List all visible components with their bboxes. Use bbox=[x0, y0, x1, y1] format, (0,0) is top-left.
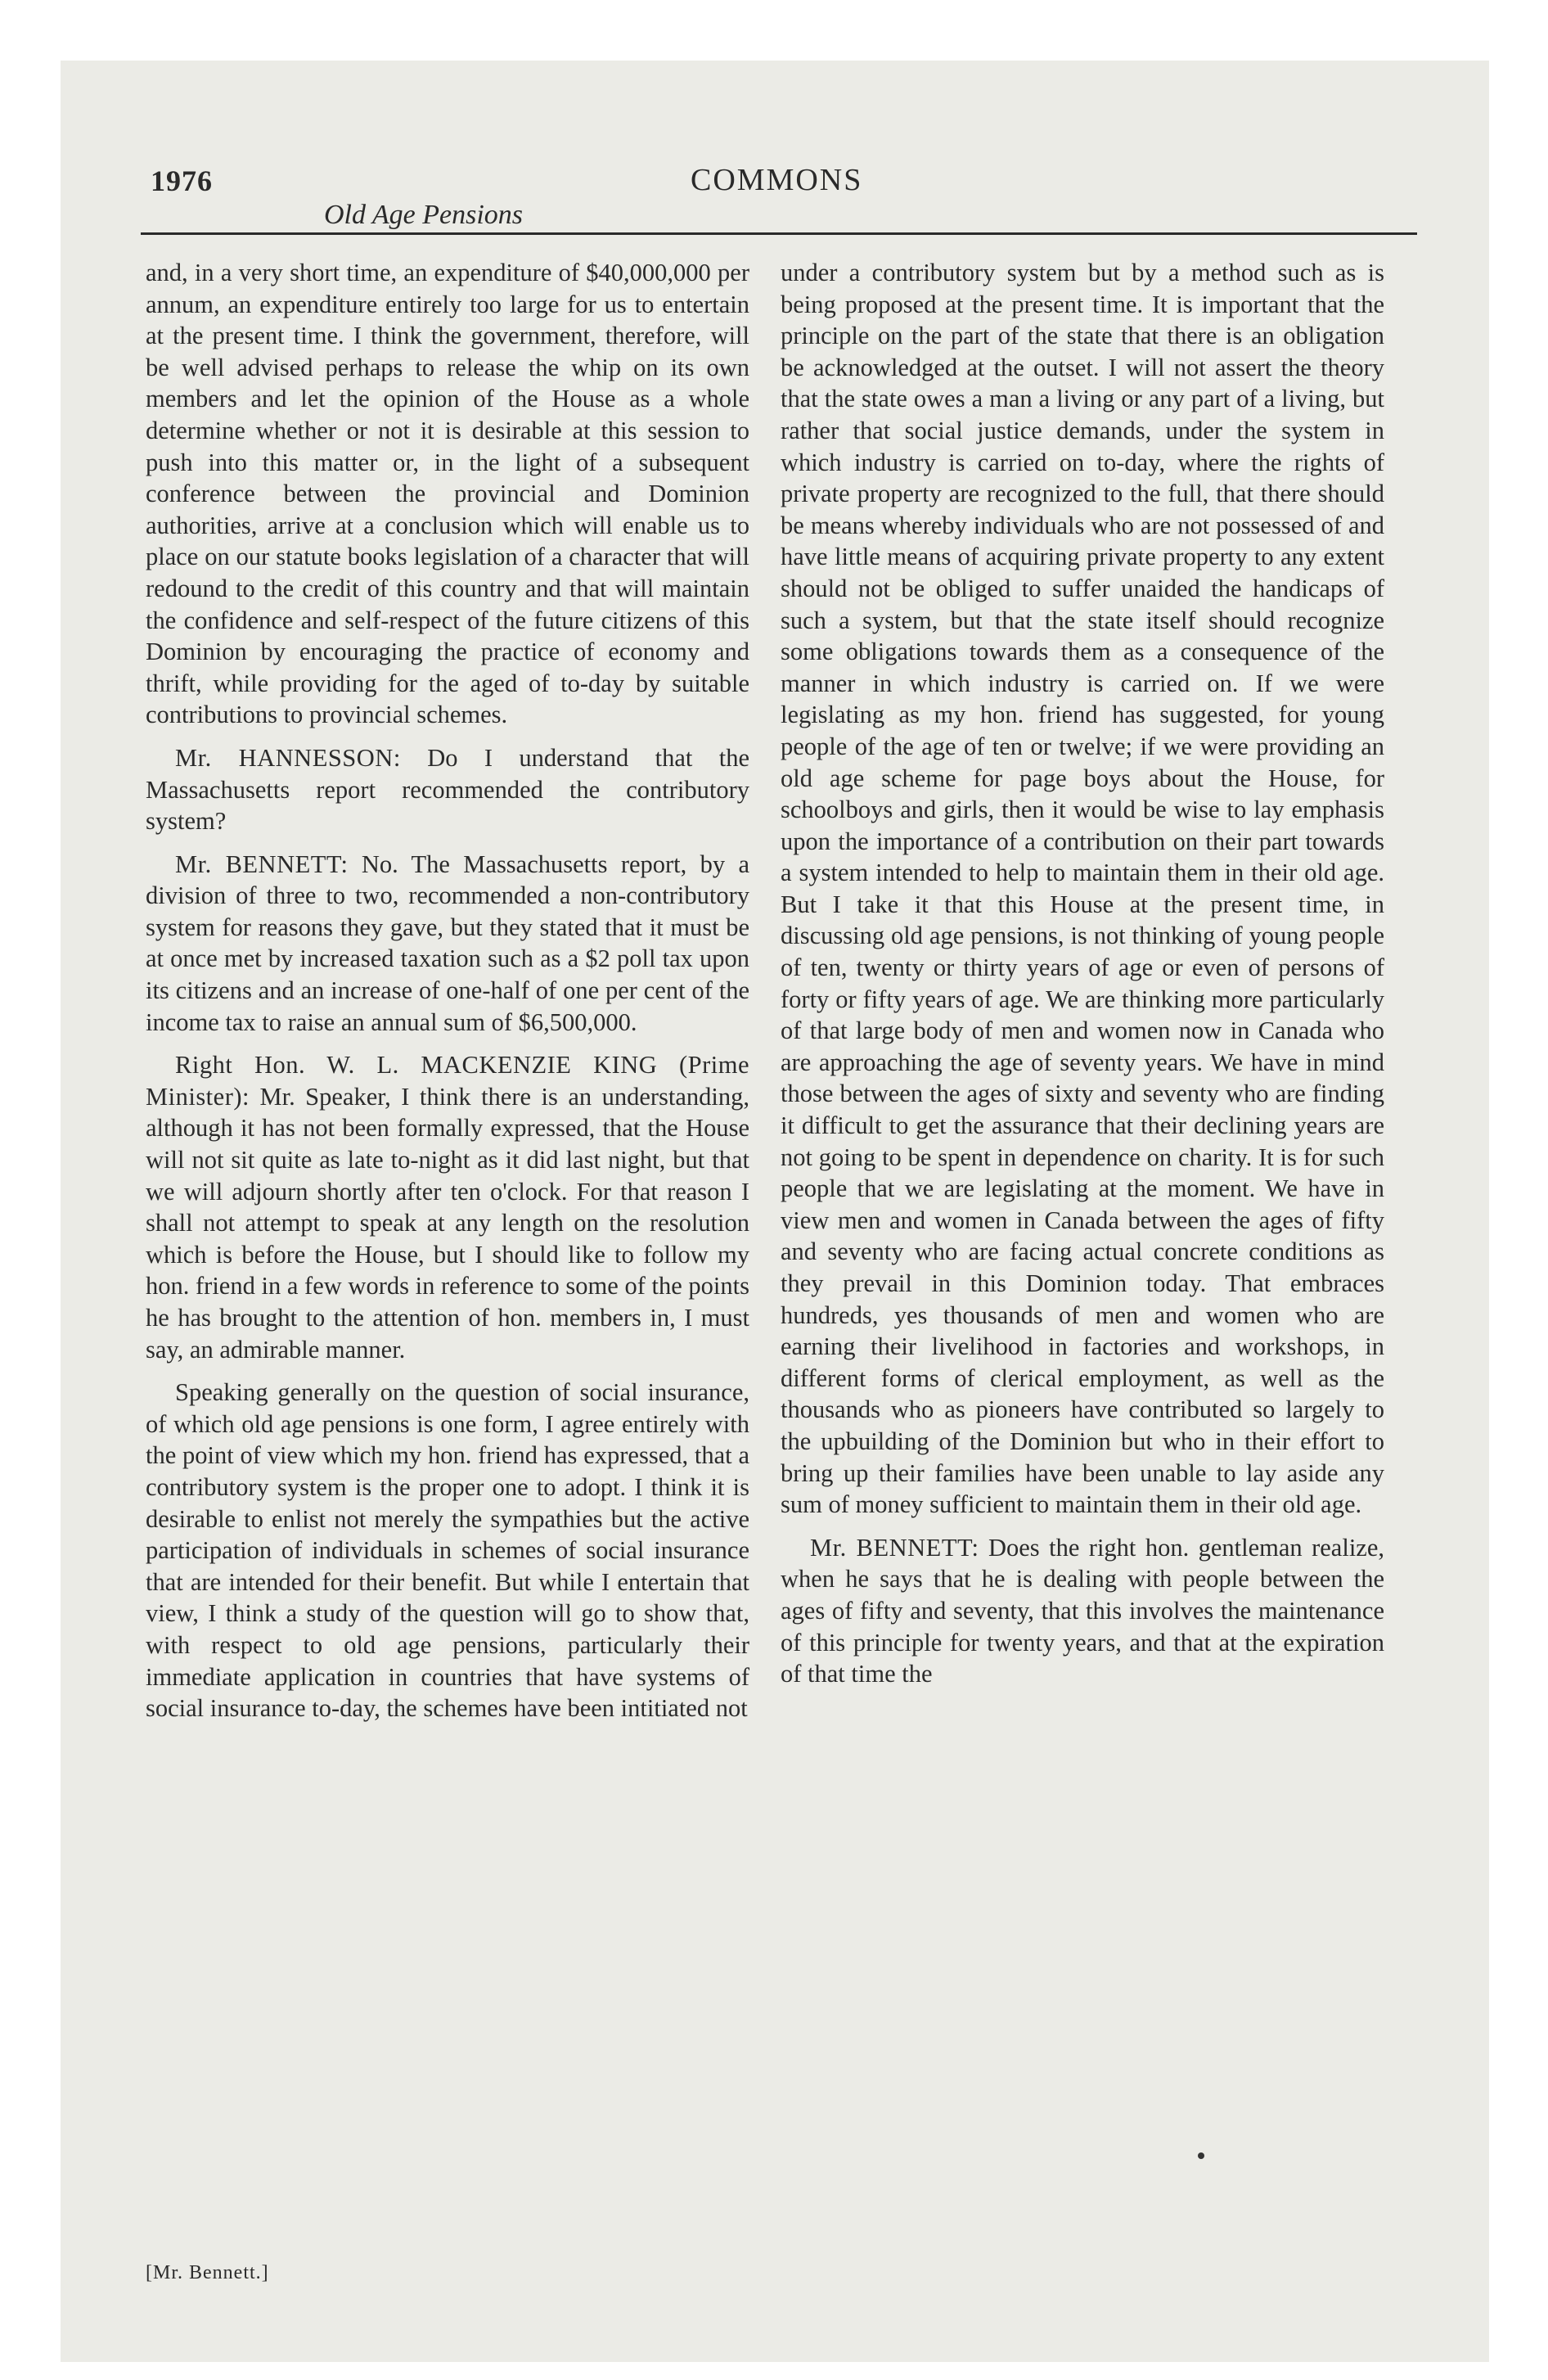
section-title: Old Age Pensions bbox=[324, 200, 524, 230]
paragraph: under a contributory system but by a method such as is being proposed at the present time. It is important that the principle on the part of the state that there is an obligation be acknowledged at the outset. I will not assert the theory that the state owes a man a living or any part of a living, but rather that social justice demands, under the system in which industry is carried on to-day, where the rights of private property are recognized to the full, that there should be means whereby individuals who are not possessed of and have little means of acquiring private property to any extent should not be obliged to suffer unaided the handicaps of such a system, but that the state itself should recognize some obligations towards them as a consequence of the manner in which industry is carried on. If we were legislating as my hon. friend has suggested, for young people of the age of ten or twelve; if we were providing an old age scheme for page boys about the House, for schoolboys and girls, then it would be wise to lay emphasis upon the importance of a contribution on their part towards a system intended to help to maintain them in their old age. But I take it that this House at the present time, in discussing old age pensions, is not thinking of young people of ten, twenty or thirty years of age or even of persons of forty or fifty years of age. We are thinking more particularly of that large body of men and women now in Canada who are approaching the age of seventy years. We have in mind those between the ages of sixty and seventy who are finding it difficult to get the assurance that their declining years are not going to be spent in dependence on charity. It is for such people that we are legislating at the moment. We have in view men and women in Canada between the ages of fifty and seventy who are facing actual concrete conditions as they prevail in this Dominion today. That embraces hundreds, yes thousands of men and women who are earning their livelihood in factories and workshops, in different forms of clerical employment, as well as the thousands who as pioneers have contributed so largely to the upbuilding of the Dominion but who in their effort to bring up their families have been unable to lay aside any sum of money sufficient to maintain them in their old age. bbox=[781, 259, 1384, 1519]
paragraph bbox=[781, 1532, 1384, 1690]
speech-text: No. The Massachusetts report, by a division of three to two, recommended a non-contributory system for reasons they gave, but they stated that it must be at once met by increased taxation such as a $2 poll tax upon its citizens and an increase of one-half of one per cent of the income tax to raise an annual sum of $6,500,000. bbox=[146, 850, 750, 1036]
speech-text: Mr. Speaker, I think there is an understanding, although it has not been formally expressed, that the House will not sit quite as late to-night as it did last night, but that we will adjourn shortly after ten o'clock. For that reason I shall not attempt to speak at any length on the resolution which is before the House, but I should like to follow my hon. friend in a few words in reference to some of the points he has brought to the attention of hon. members in, I must say, an admirable manner. bbox=[146, 1082, 750, 1364]
paragraph: and, in a very short time, an expenditure of $40,000,000 per annum, an expenditure entirely too large for us to entertain at the present time. I think the government, therefore, will be well advised perhaps to release the whip on its own members and let the opinion of the House as a whole determine whether or not it is desirable at this session to push into this matter or, in the light of a subsequent conference between the provincial and Dominion authorities, arrive at a conclusion which will enable us to place on our statute books legislation of a character that will redound to the credit of this country and that will maintain the confidence and self-respect of the future citizens of this Dominion by encouraging the practice of economy and thrift, while providing for the aged of to-day by suitable contributions to provincial schemes. bbox=[146, 259, 749, 729]
speaker-name: Mr. BENNETT: bbox=[810, 1533, 979, 1562]
speck-mark bbox=[1198, 2152, 1204, 2159]
page-number: 1976 bbox=[151, 165, 213, 197]
speaker-name: Mr. BENNETT: bbox=[175, 850, 349, 878]
document-page bbox=[61, 61, 1489, 2362]
header-rule bbox=[141, 232, 1417, 235]
speaker-name: Mr. HANNESSON: bbox=[175, 743, 401, 772]
paragraph bbox=[146, 849, 749, 1039]
paragraph: Speaking generally on the question of social insurance, of which old age pensions is one form, I agree entirely with the point of view which my hon. friend has expressed, that a contributory system is the proper one to adopt. I think it is desirable to enlist not merely the sympathies but the active participation of individuals in schemes of social insurance that are intended for their benefit. But while I entertain that view, I think a study of the question will go to show that, with respect to old age pensions, particularly their immediate application in countries that have systems of social insurance to-day, the schemes have been intitiated not bbox=[146, 1378, 749, 1723]
chamber-title: COMMONS bbox=[691, 163, 863, 197]
page-header bbox=[61, 61, 1489, 249]
paragraph bbox=[146, 1049, 749, 1365]
speech-text: Does the right hon. gentleman realize, when he says that he is dealing with people between the ages of fifty and seventy, that this involves the maintenance of this principle for twenty years, and that at the expiration of that time the bbox=[781, 1533, 1384, 1688]
right-column bbox=[781, 257, 1384, 1702]
speaker-name: Right Hon. W. L. MACKENZIE KING (Prime Minister): bbox=[146, 1051, 749, 1111]
paragraph bbox=[146, 742, 749, 837]
left-column bbox=[146, 257, 749, 1736]
footer-attribution: [Mr. Bennett.] bbox=[146, 2262, 269, 2283]
speech-text: Do I understand that the Massachusetts report recommended the contributory system? bbox=[146, 743, 749, 836]
